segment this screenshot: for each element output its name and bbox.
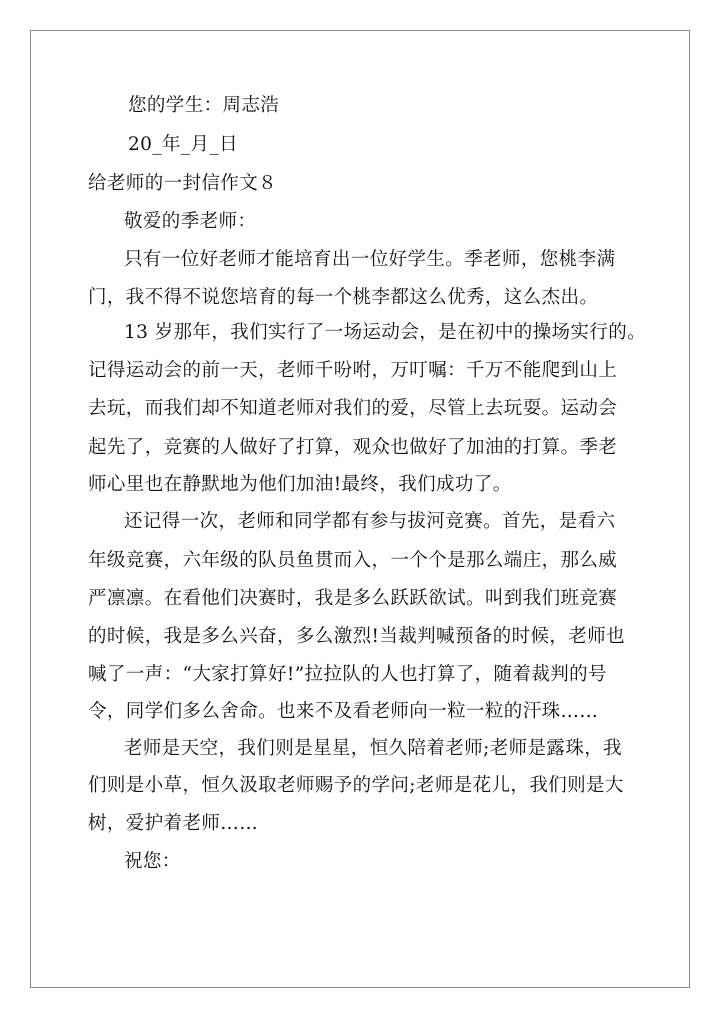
body-line: 还记得一次，老师和同学都有参与拔河竞赛。首先，是看六 xyxy=(124,511,616,532)
body-line: 只有一位好老师才能培育出一位好学生。季老师，您桃李满 xyxy=(124,249,616,270)
body-line: 老师是天空，我们则是星星，恒久陪着老师;老师是露珠，我 xyxy=(124,738,623,759)
signature-date: 20_年_月_日 xyxy=(128,134,238,155)
body-line: 年级竞赛，六年级的队员鱼贯而入，一个个是那么端庄，那么威 xyxy=(88,550,618,571)
body-line: 树，爱护着老师…… xyxy=(88,813,259,834)
essay-title: 给老师的一封信作文８ xyxy=(88,173,278,194)
body-line: 们则是小草，恒久汲取老师赐予的学问;老师是花儿，我们则是大 xyxy=(88,775,624,796)
body-line: 喊了一声：“大家打算好!”拉拉队的人也打算了，随着裁判的号 xyxy=(88,664,607,685)
body-line: 起先了，竞赛的人做好了打算，观众也做好了加油的打算。季老 xyxy=(88,437,618,458)
body-line: 记得运动会的前一天，老师千吩咐，万叮嘱：千万不能爬到山上 xyxy=(88,360,618,381)
body-line: 师心里也在静默地为他们加油!最终，我们成功了。 xyxy=(88,474,512,495)
salutation: 敬爱的季老师： xyxy=(124,211,257,232)
body-line: 门，我不得不说您培育的每一个桃李都这么优秀，这么杰出。 xyxy=(88,287,599,308)
closing: 祝您： xyxy=(124,851,181,872)
body-line: 13 岁那年，我们实行了一场运动会，是在初中的操场实行的。 xyxy=(124,322,647,343)
body-line: 严凛凛。在看他们决赛时，我是多么跃跃欲试。叫到我们班竞赛 xyxy=(88,588,618,609)
body-line: 的时候，我是多么兴奋，多么激烈!当裁判喊预备的时候，老师也 xyxy=(88,626,626,647)
body-line: 令，同学们多么舍命。也来不及看老师向一粒一粒的汗珠…… xyxy=(88,701,599,722)
signature-student: 您的学生：周志浩 xyxy=(128,95,280,116)
body-line: 去玩，而我们却不知道老师对我们的爱，尽管上去玩耍。运动会 xyxy=(88,398,618,419)
